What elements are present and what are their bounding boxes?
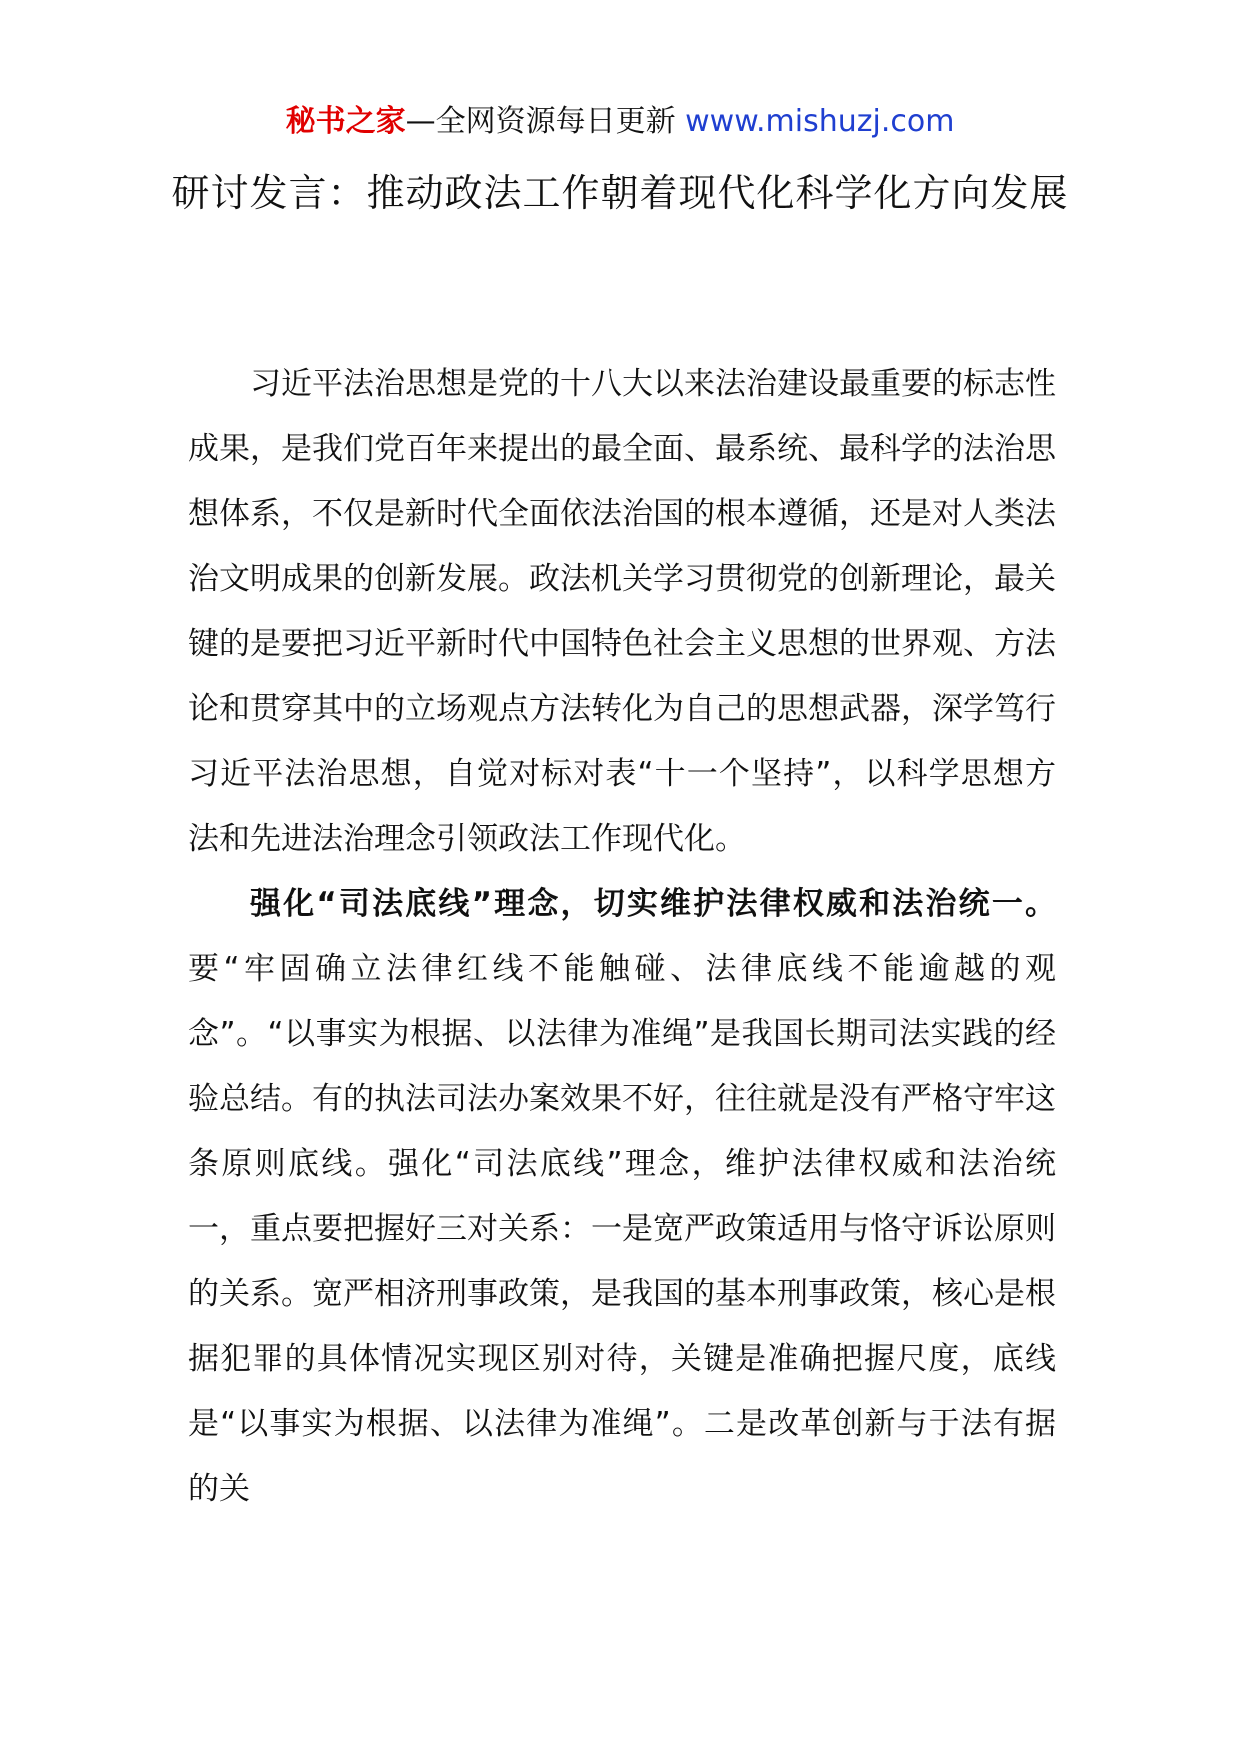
brand-name: 秘书之家 xyxy=(285,104,406,139)
document-body xyxy=(188,352,1056,1522)
site-url-link[interactable]: www.mishuzj.com xyxy=(685,104,955,139)
paragraph-2 xyxy=(188,872,1056,1522)
paragraph-2-lead: 强化“司法底线”理念，切实维护法律权威和法治统一。 xyxy=(250,886,1056,922)
header-tagline: —全网资源每日更新 xyxy=(405,104,686,139)
document-title: 研讨发言：推动政法工作朝着现代化科学化方向发展 xyxy=(171,171,1069,215)
paragraph-1 xyxy=(188,352,1056,872)
page-header xyxy=(0,100,1240,144)
paragraph-2-text: 要“牢固确立法律红线不能触碰、法律底线不能逾越的观念”。“以事实为根据、以法律为准绳”是我国长期司法实践的经验总结。有的执法司法办案效果不好，往往就是没有严格守牢这条原则底线。强化“司法底线”理念，维护法律权威和法治统一，重点要把握好三对关系：一是宽严政策适用与恪守诉讼原则的关系。宽严相济刑事政策，是我国的基本刑事政策，核心是根据犯罪的具体情况实现区别对待，关键是准确把握尺度，底线是“以事实为根据、以法律为准绳”。二是改革创新与于法有据的关 xyxy=(188,951,1056,1507)
paragraph-1-text: 习近平法治思想是党的十八大以来法治建设最重要的标志性成果，是我们党百年来提出的最全面、最系统、最科学的法治思想体系，不仅是新时代全面依法治国的根本遵循，还是对人类法治文明成果的创新发展。政法机关学习贯彻党的创新理论，最关键的是要把习近平新时代中国特色社会主义思想的世界观、方法论和贯穿其中的立场观点方法转化为自己的思想武器，深学笃行习近平法治思想，自觉对标对表“十一个坚持”，以科学思想方法和先进法治理念引领政法工作现代化。 xyxy=(188,366,1056,857)
